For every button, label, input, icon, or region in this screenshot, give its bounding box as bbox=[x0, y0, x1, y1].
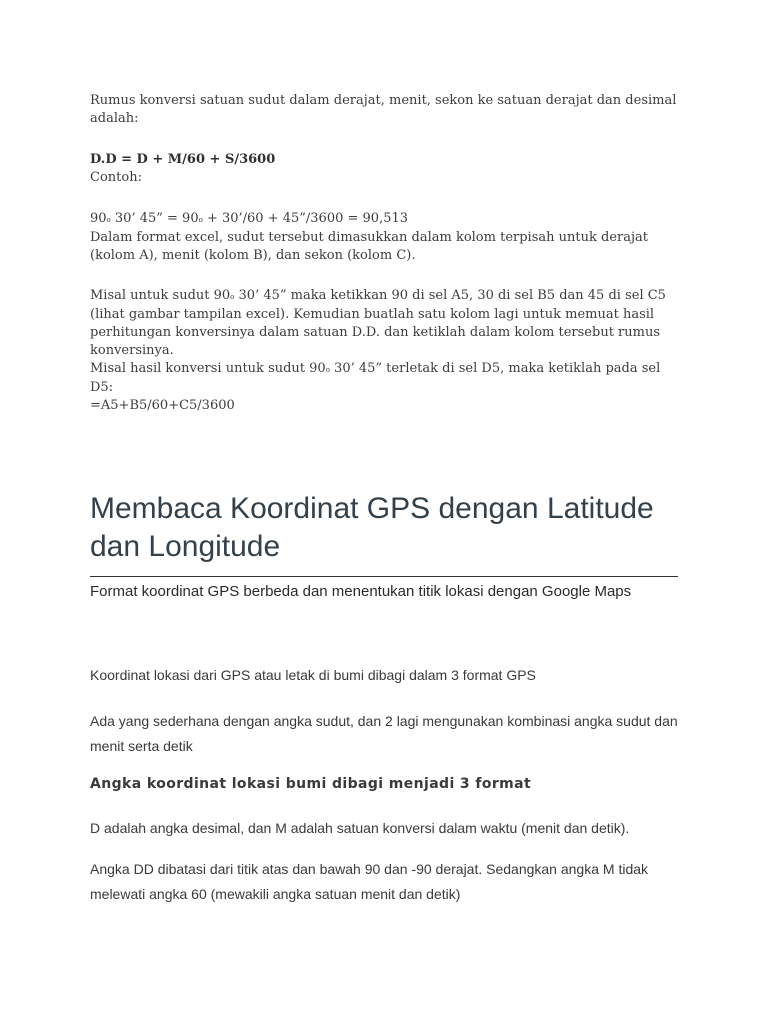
example-line bbox=[90, 210, 680, 229]
excel-example-block bbox=[90, 287, 680, 415]
degree-symbol: o bbox=[325, 366, 330, 374]
example-label: Contoh: bbox=[90, 170, 142, 185]
section-subheading: Angka koordinat lokasi bumi dibagi menjadi 3 format bbox=[90, 776, 532, 792]
article-subtitle: Format koordinat GPS berbeda dan menentukan titik lokasi dengan Google Maps bbox=[90, 576, 678, 602]
excel-example-text: Misal untuk sudut 90o 30’ 45” maka ketikkan 90 di sel A5, 30 di sel B5 dan 45 di sel C5 (lihat gambar tampilan excel). Kemudian buatlah satu kolom lagi untuk memuat hasil perhitungan konversinya dalam satuan D.D. dan ketiklah dalam kolom tersebut rumus konversinya. bbox=[90, 288, 666, 358]
intro-paragraph bbox=[90, 92, 680, 128]
example-degree-value: 90 bbox=[90, 211, 107, 226]
excel-formula: =A5+B5/60+C5/3600 bbox=[90, 398, 235, 413]
example-result: + 30’/60 + 45”/3600 = 90,513 bbox=[202, 211, 409, 226]
article-paragraph: Koordinat lokasi dari GPS atau letak di bumi dibagi dalam 3 format GPS bbox=[90, 667, 536, 683]
conversion-formula: D.D = D + M/60 + S/3600 bbox=[90, 152, 276, 167]
article-title: Membaca Koordinat GPS dengan Latitude dan Longitude bbox=[90, 492, 654, 563]
degree-symbol: o bbox=[230, 293, 235, 301]
degree-symbol: o bbox=[106, 216, 111, 224]
article-paragraph: Angka DD dibatasi dari titik atas dan bawah 90 dan -90 derajat. Sedangkan angka M tidak melewati angka 60 (mewakili angka satuan menit dan detik) bbox=[90, 861, 649, 902]
excel-result-text: Misal hasil konversi untuk sudut 90o 30’ 45” terletak di sel D5, maka ketiklah pada sel D5: bbox=[90, 361, 661, 395]
formula-block bbox=[90, 151, 680, 187]
intro-text: Rumus konversi satuan sudut dalam derajat, menit, sekon ke satuan derajat dan desimal adalah: bbox=[90, 93, 677, 126]
article-paragraph: D adalah angka desimal, dan M adalah satuan konversi dalam waktu (menit dan detik). bbox=[90, 820, 630, 836]
article-paragraph: Ada yang sederhana dengan angka sudut, dan 2 lagi mengunakan kombinasi angka sudut dan menit serta detik bbox=[90, 713, 678, 754]
example-block bbox=[90, 210, 680, 265]
excel-format-text: Dalam format excel, sudut tersebut dimasukkan dalam kolom terpisah untuk derajat (kolom A), menit (kolom B), dan sekon (kolom C). bbox=[90, 230, 648, 263]
degree-symbol: o bbox=[198, 216, 203, 224]
example-minutes-seconds: 30’ 45” = 90 bbox=[110, 211, 199, 226]
